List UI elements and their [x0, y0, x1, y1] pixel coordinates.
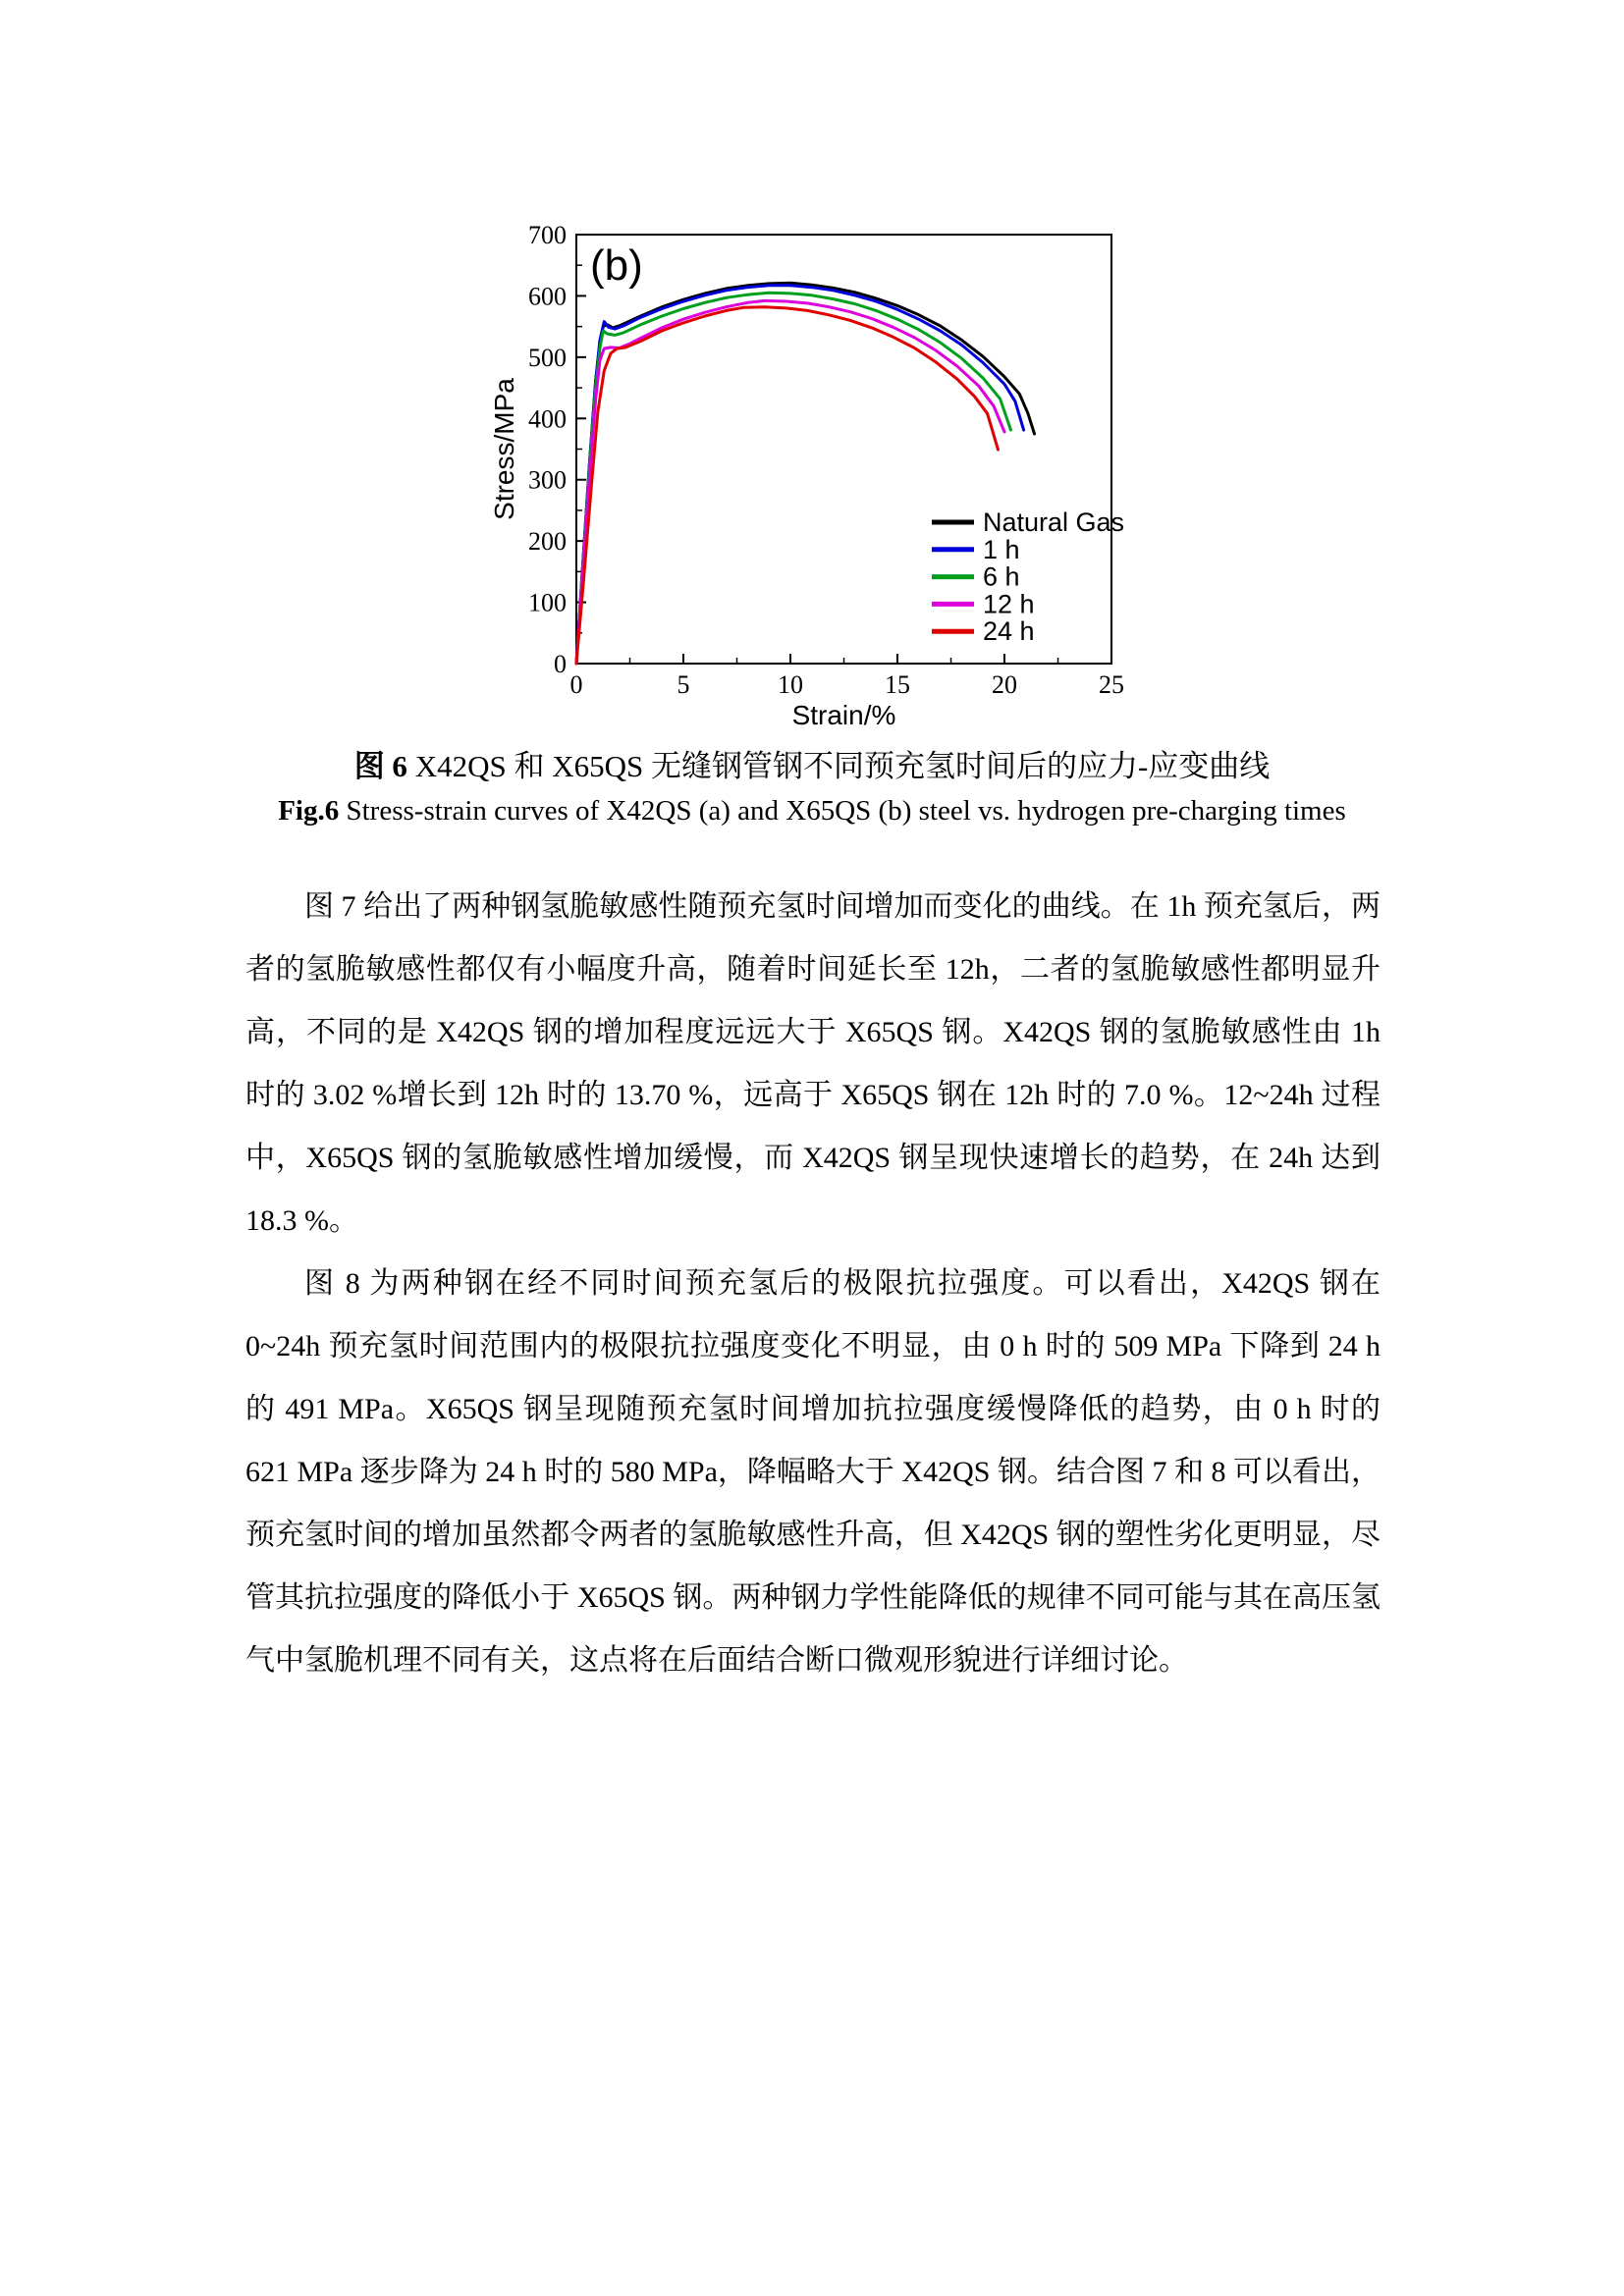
legend-label-1-h: 1 h: [983, 534, 1020, 564]
legend-label-24-h: 24 h: [983, 616, 1035, 647]
y-tick-label: 500: [528, 343, 567, 372]
x-tick-label: 5: [677, 670, 690, 699]
series-12-h: [576, 300, 1004, 664]
y-tick-label: 100: [528, 588, 567, 617]
y-axis-title: Stress/MPa: [489, 378, 519, 520]
paragraph-2: 图 8 为两种钢在经不同时间预充氢后的极限抗拉强度。可以看出，X42QS 钢在 0~24h 预充氢时间范围内的极限抗拉强度变化不明显，由 0 h 时的 509 MPa 下降到 24 h 的 491 MPa。X65QS 钢呈现随预充氢时间增加抗拉强度缓慢降低的趋势，由 0 h 时的 621 MPa 逐步降为 24 h 时的 580 MPa，降幅略大于 X42QS 钢。结合图 7 和 8 可以看出，预充氢时间的增加虽然都令两者的氢脆敏感性升高，但 X42QS 钢的塑性劣化更明显，尽管其抗拉强度的降低小于 X65QS 钢。两种钢力学性能降低的规律不同可能与其在高压氢气中氢脆机理不同有关，这点将在后面结合断口微观形貌进行详细讨论。: [245, 1267, 1380, 1677]
y-tick-label: 300: [528, 465, 567, 495]
y-tick-label: 600: [528, 282, 567, 311]
y-tick-label: 200: [528, 527, 567, 557]
figure-chart-svg: [486, 145, 1134, 734]
y-tick-label: 400: [528, 404, 567, 434]
body-text: [245, 876, 1380, 1692]
series-6-h: [576, 293, 1011, 664]
figure-caption-chinese-text: X42QS 和 X65QS 无缝钢管钢不同预充氢时间后的应力-应变曲线: [406, 749, 1271, 783]
series-24-h: [576, 307, 999, 664]
paragraph-1: 图 7 给出了两种钢氢脆敏感性随预充氢时间增加而变化的曲线。在 1h 预充氢后，两者的氢脆敏感性都仅有小幅度升高，随着时间延长至 12h，二者的氢脆敏感性都明显升高，不同的是 X42QS 钢的增加程度远远大于 X65QS 钢。X42QS 钢的氢脆敏感性由 1h 时的 3.02 %增长到 12h 时的 13.70 %，远高于 X65QS 钢在 12h 时的 7.0 %。12~24h 过程中，X65QS 钢的氢脆敏感性增加缓慢，而 X42QS 钢呈现快速增长的趋势，在 24h 达到 18.3 %。: [245, 890, 1380, 1237]
figure-caption-english-text: Stress-strain curves of X42QS (a) and X65QS (b) steel vs. hydrogen pre-charging times: [339, 795, 1346, 827]
panel-label: (b): [590, 241, 643, 290]
figure-caption-english: [0, 791, 1624, 830]
x-tick-label: 15: [885, 670, 910, 699]
series-1-h: [576, 286, 1024, 664]
x-tick-label: 20: [992, 670, 1017, 699]
x-axis-title: Strain/%: [791, 700, 896, 730]
figure-caption-chinese: [0, 746, 1624, 787]
x-tick-label: 25: [1099, 670, 1124, 699]
legend-label-6-h: 6 h: [983, 561, 1020, 592]
x-tick-label: 0: [569, 670, 583, 699]
figure-6b: [486, 145, 1134, 734]
legend-label-natural-gas: Natural Gas: [983, 507, 1125, 537]
y-tick-label: 700: [528, 221, 567, 249]
x-tick-label: 10: [778, 670, 803, 699]
figure-caption-chinese-label: 图 6: [353, 749, 407, 783]
legend-label-12-h: 12 h: [983, 589, 1035, 619]
figure-caption-english-label: Fig.6: [278, 795, 340, 827]
y-tick-label: 0: [554, 650, 567, 678]
